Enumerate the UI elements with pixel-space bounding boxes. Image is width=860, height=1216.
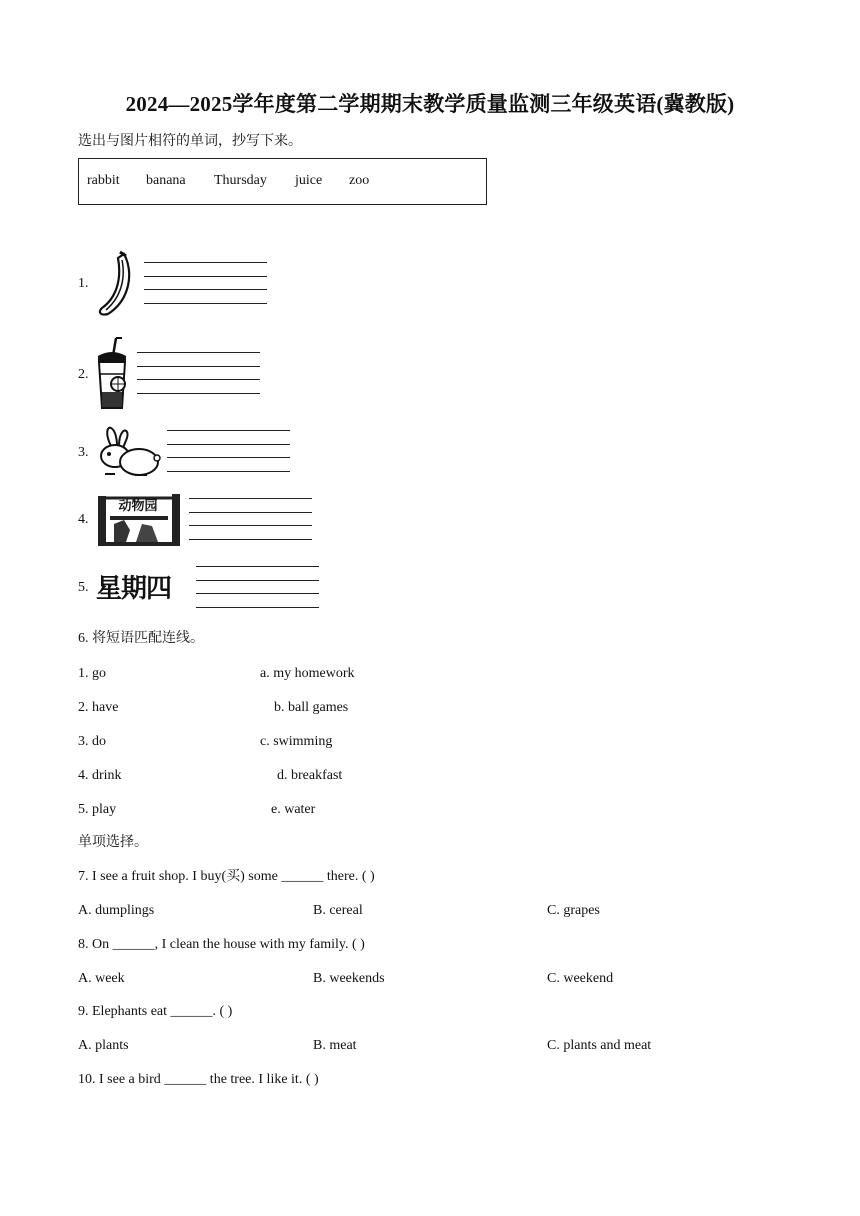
rabbit-icon <box>95 424 161 480</box>
word-bank-item: juice <box>295 173 323 188</box>
match-left-item: 2. have <box>78 700 119 715</box>
word-bank-item: rabbit <box>87 173 120 188</box>
option-c[interactable]: C. grapes <box>547 903 600 918</box>
word-bank-item: Thursday <box>214 173 267 188</box>
option-b[interactable]: B. weekends <box>313 971 385 986</box>
item-number: 3. <box>78 445 89 460</box>
zoo-sign-text: 动物园 <box>118 499 158 514</box>
section1-instruction: 选出与图片相符的单词，抄写下来。 <box>78 134 302 149</box>
juice-icon <box>94 336 130 412</box>
answer-lines[interactable] <box>196 566 319 620</box>
match-left-item: 1. go <box>78 666 106 681</box>
match-right-item: e. water <box>271 802 316 817</box>
word-bank-item: banana <box>146 173 186 188</box>
option-c[interactable]: C. weekend <box>547 971 614 986</box>
match-left-item: 3. do <box>78 734 106 749</box>
item-number: 5. <box>78 580 89 595</box>
option-b[interactable]: B. cereal <box>313 903 363 918</box>
match-right-item: a. my homework <box>260 666 355 681</box>
word-bank-item: zoo <box>349 173 370 188</box>
question-7: 7. I see a fruit shop. I buy(买) some ______ there. ( ) <box>78 869 375 884</box>
thursday-icon: 星期四 <box>96 574 172 604</box>
answer-lines[interactable] <box>189 498 312 552</box>
option-a[interactable]: A. week <box>78 971 125 986</box>
question-9: 9. Elephants eat ______. ( ) <box>78 1004 233 1019</box>
item-number: 4. <box>78 512 89 527</box>
question-8: 8. On ______, I clean the house with my family. ( ) <box>78 937 365 952</box>
item-number: 2. <box>78 367 89 382</box>
option-a[interactable]: A. plants <box>78 1038 129 1053</box>
option-a[interactable]: A. dumplings <box>78 903 155 918</box>
page-title: 2024—2025学年度第二学期期末教学质量监测三年级英语(冀教版) <box>125 92 735 116</box>
match-left-item: 5. play <box>78 802 117 817</box>
section3-instruction: 单项选择。 <box>78 835 148 850</box>
section2-instruction: 6. 将短语匹配连线。 <box>78 631 204 646</box>
match-right-item: b. ball games <box>274 700 349 715</box>
banana-icon <box>94 250 138 318</box>
answer-lines[interactable] <box>167 430 290 484</box>
match-right-item: d. breakfast <box>277 768 343 783</box>
answer-lines[interactable] <box>144 262 267 316</box>
match-left-item: 4. drink <box>78 768 122 783</box>
question-10: 10. I see a bird ______ the tree. I like it. ( ) <box>78 1072 319 1087</box>
zoo-icon <box>96 490 182 548</box>
item-number: 1. <box>78 276 89 291</box>
match-right-item: c. swimming <box>260 734 333 749</box>
option-c[interactable]: C. plants and meat <box>547 1038 652 1053</box>
answer-lines[interactable] <box>137 352 260 406</box>
word-bank-box <box>78 158 487 205</box>
option-b[interactable]: B. meat <box>313 1038 357 1053</box>
